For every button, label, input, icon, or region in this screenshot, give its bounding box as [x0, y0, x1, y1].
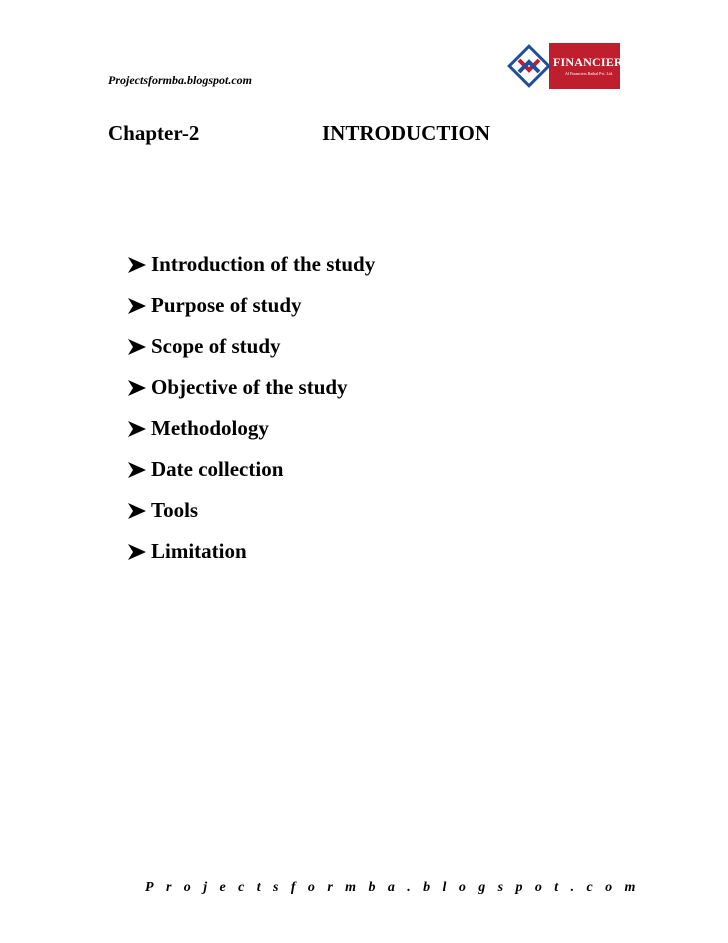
logo-subtitle: Al Financiers Rathal Pvt. Ltd.: [565, 71, 613, 76]
topic-label: Introduction of the study: [151, 252, 376, 276]
topic-label: Date collection: [151, 457, 284, 481]
list-item: [126, 326, 375, 367]
topic-label: Limitation: [151, 539, 247, 563]
financiers-logo: [509, 43, 628, 89]
arrowhead-bullet-icon: [126, 377, 148, 399]
footer-site-name: Projectsformba.blogspot.com: [145, 880, 648, 895]
list-item: [126, 531, 375, 572]
logo-name: FINANCIERs: [553, 55, 628, 69]
list-item: [126, 367, 375, 408]
topic-label: Scope of study: [151, 334, 281, 358]
list-item: [126, 490, 375, 531]
topic-label: Objective of the study: [151, 375, 348, 399]
arrowhead-bullet-icon: [126, 336, 148, 358]
arrowhead-bullet-icon: [126, 459, 148, 481]
topic-list: [126, 244, 375, 572]
list-item: [126, 244, 375, 285]
arrowhead-bullet-icon: [126, 541, 148, 563]
arrowhead-bullet-icon: [126, 254, 148, 276]
topic-label: Tools: [151, 498, 199, 522]
chapter-number: Chapter-2: [108, 121, 200, 145]
topic-label: Methodology: [151, 416, 269, 440]
arrowhead-bullet-icon: [126, 500, 148, 522]
arrowhead-bullet-icon: [126, 295, 148, 317]
arrowhead-bullet-icon: [126, 418, 148, 440]
financiers-logo-icon: [509, 43, 549, 89]
chapter-title: INTRODUCTION: [322, 121, 491, 145]
list-item: [126, 408, 375, 449]
list-item: [126, 285, 375, 326]
topic-label: Purpose of study: [151, 293, 302, 317]
list-item: [126, 449, 375, 490]
header-site-name: Projectsformba.blogspot.com: [108, 73, 252, 87]
